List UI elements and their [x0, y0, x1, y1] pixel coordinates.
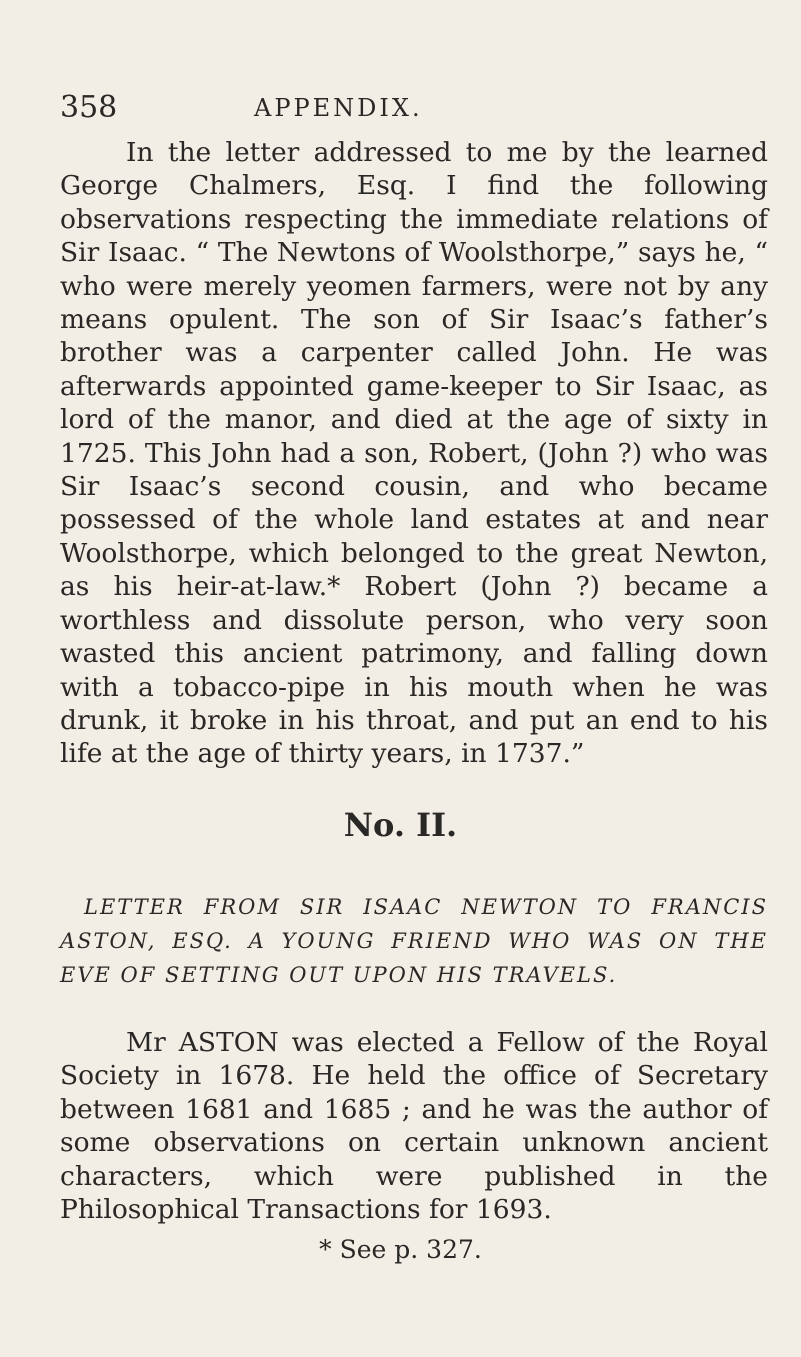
body-paragraph-aston: Mr ASTON was elected a Fellow of the Royal Society in 1678. He held the office of Secretary between 1681 and 1685 ; and he was the author of some observations on certain unknown ancient characters, which were published in the Philosophical Transactions for 1693.: [60, 1027, 768, 1226]
letter-title: LETTER FROM SIR ISAAC NEWTON TO FRANCIS ASTON, ESQ. A YOUNG FRIEND WHO WAS ON THE EVE OF SETTING OUT UPON HIS TRAVELS.: [60, 895, 768, 987]
footnote: * See p. 327.: [319, 1235, 482, 1264]
running-head: [60, 88, 760, 128]
section-heading: No. II.: [343, 806, 458, 844]
page-number: 358: [60, 90, 118, 125]
running-title: APPENDIX.: [254, 94, 423, 122]
body-paragraph-chalmers: In the letter addressed to me by the learned George Chalmers, Esq. I find the following observations respecting the immediate relations of Sir Isaac. “ The Newtons of Woolsthorpe,” says he, “ who were merely yeomen farmers, were not by any means opulent. The son of Sir Isaac’s father’s brother was a carpenter called John. He was afterwards appointed game-keeper to Sir Isaac, as lord of the manor, and died at the age of sixty in 1725. This John had a son, Robert, (John ?) who was Sir Isaac’s second cousin, and who became possessed of the whole land estates at and near Woolsthorpe, which belonged to the great Newton, as his heir-at-law.* Robert (John ?) became a worthless and dissolute person, who very soon wasted this ancient patrimony, and falling down with a tobacco-pipe in his mouth when he was drunk, it broke in his throat, and put an end to his life at the age of thirty years, in 1737.”: [60, 137, 768, 770]
